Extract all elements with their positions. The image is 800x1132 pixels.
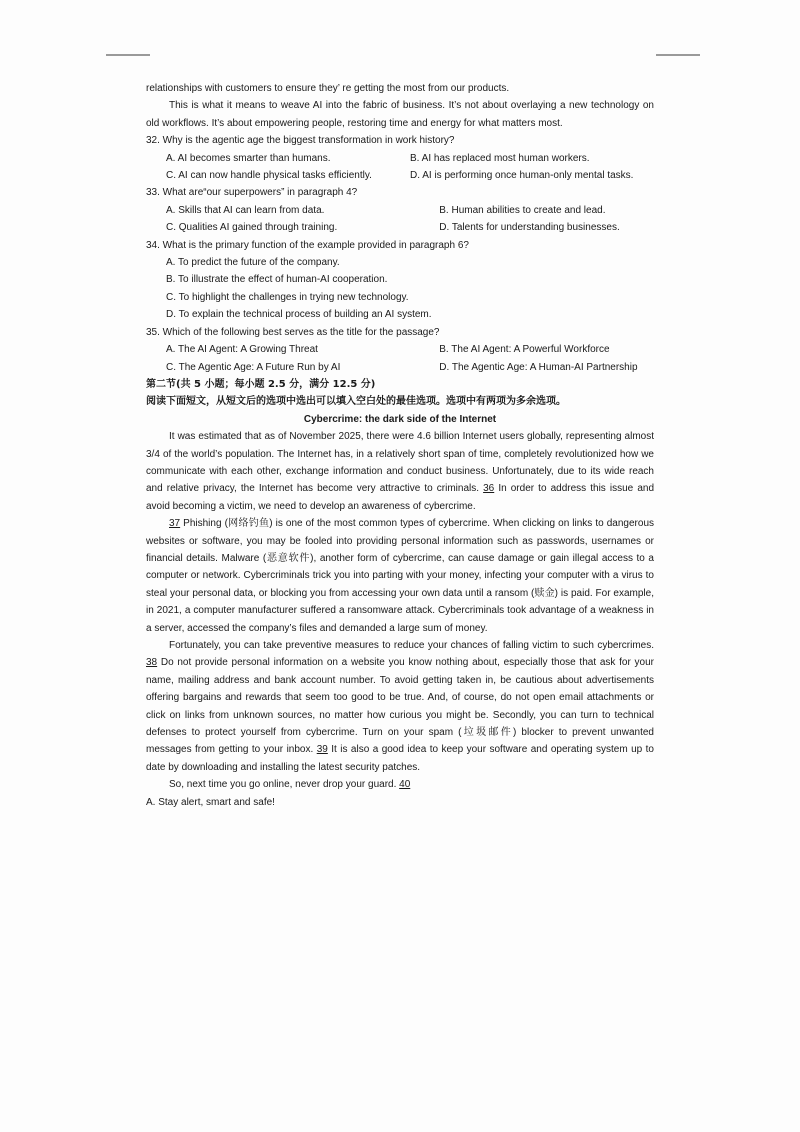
option-c: C. AI can now handle physical tasks efficiently. bbox=[166, 170, 372, 182]
intro-paragraph: This is what it means to weave AI into the fabric of business. It’s not about overlaying a new technology on old workflows. It’s about empowering people, restoring time and energy for what matters most. bbox=[146, 100, 654, 129]
option-a: A. The AI Agent: A Growing Threat bbox=[166, 344, 318, 356]
question-34 bbox=[146, 237, 654, 324]
blank-39: 39 bbox=[316, 744, 328, 756]
option-b: B. The AI Agent: A Powerful Workforce bbox=[439, 344, 610, 356]
paragraph-text: Do not provide personal information on a website you know nothing about, especially those that ask for your name, mailing address and bank account number. To avoid getting taken in, be cautious about advertisements offering bargains and rewards that seem too good to be true. And, of course, do not open email attachments or click on links from unknown sources, no matter how curious you might be. Secondly, you can turn to technical defenses to protect yourself from cybercrime. Turn on your spam (垃圾邮件) blocker to prevent unwanted messages from getting to your inbox. bbox=[146, 657, 654, 756]
scan-edge-mark-right bbox=[656, 54, 700, 56]
passage-paragraph-1 bbox=[146, 428, 654, 515]
question-stem: 32. Why is the agentic age the biggest transformation in work history? bbox=[146, 135, 455, 147]
blank-36: 36 bbox=[483, 483, 495, 495]
option-d: D. Talents for understanding businesses. bbox=[439, 222, 620, 234]
option-d: D. AI is performing once human-only mental tasks. bbox=[410, 170, 634, 182]
blank-37: 37 bbox=[169, 518, 181, 530]
option-a: A. Skills that AI can learn from data. bbox=[166, 204, 325, 216]
question-33 bbox=[146, 184, 654, 236]
paragraph-text: Phishing (网络钓鱼) is one of the most common types of cybercrime. When clicking on links to dangerous websites or software, you may be fooled into providing personal information such as passwords, usernames or financial details. Malware (恶意软件), another form of cybercrime, can cause damage or gain illegal access to a computer or network. Cybercriminals trick you into parting with your money, infecting your computer with a virus to steal your personal data, or blocking you from accessing your own data until a ransom (赎金) is paid. For example, in 2021, a computer manufacturer suffered a ransomware attack. Cybercriminals took advantage of a weakness in a server, accessed the company’s files and demanded a large sum of money. bbox=[146, 518, 654, 634]
option-c: C. The Agentic Age: A Future Run by AI bbox=[166, 361, 341, 373]
option-d: D. The Agentic Age: A Human-AI Partnership bbox=[439, 361, 638, 373]
blank-40: 40 bbox=[399, 779, 411, 791]
option-b: B. Human abilities to create and lead. bbox=[439, 204, 606, 216]
answer-choice-a: A. Stay alert, smart and safe! bbox=[146, 796, 275, 808]
option-a: A. AI becomes smarter than humans. bbox=[166, 152, 331, 164]
option-c: C. Qualities AI gained through training. bbox=[166, 222, 338, 234]
question-stem: 34. What is the primary function of the example provided in paragraph 6? bbox=[146, 239, 469, 251]
section-heading: 第二节(共 5 小题；每小题 2.5 分，满分 12.5 分) bbox=[146, 378, 376, 390]
passage-title: Cybercrime: the dark side of the Internet bbox=[303, 413, 497, 425]
exam-page bbox=[146, 80, 654, 811]
question-stem: 35. Which of the following best serves as the title for the passage? bbox=[146, 326, 440, 338]
option-b: B. AI has replaced most human workers. bbox=[410, 152, 590, 164]
scan-edge-mark-left bbox=[106, 54, 150, 56]
question-35 bbox=[146, 324, 654, 376]
blank-38: 38 bbox=[146, 657, 158, 669]
paragraph-text: It is also a good idea to keep your software and operating system up to date by downloading and installing the latest security patches. bbox=[146, 744, 654, 773]
option-a: A. To predict the future of the company. bbox=[166, 257, 340, 269]
passage-paragraph-3 bbox=[146, 637, 654, 776]
option-d: D. To explain the technical process of building an AI system. bbox=[166, 309, 432, 321]
passage-paragraph-2 bbox=[146, 515, 654, 637]
question-32 bbox=[146, 132, 654, 184]
paragraph-text: Fortunately, you can take preventive measures to reduce your chances of falling victim to such cybercrimes. bbox=[169, 640, 654, 651]
question-stem: 33. What are“our superpowers” in paragraph 4? bbox=[146, 187, 358, 199]
paragraph-text: In order to address this issue and avoid becoming a victim, we need to develop an awareness of cybercrime. bbox=[146, 483, 655, 512]
option-b: B. To illustrate the effect of human-AI cooperation. bbox=[166, 274, 388, 286]
passage-paragraph-5 bbox=[146, 776, 654, 793]
section-instructions: 阅读下面短文，从短文后的选项中选出可以填入空白处的最佳选项。选项中有两项为多余选项。 bbox=[146, 396, 566, 408]
paragraph-text: So, next time you go online, never drop your guard. bbox=[169, 779, 397, 791]
option-c: C. To highlight the challenges in trying new technology. bbox=[166, 291, 409, 303]
paragraph-text: It was estimated that as of November 2025, there were 4.6 billion Internet users globally, representing almost 3/4 of the world’s population. The Internet has, in a relatively short span of time, completely revolutionized how we communicate with each other, exchange information and conduct business. Unfortunately, due to its wide reach and relative privacy, the Internet has become very attractive to criminals. bbox=[146, 431, 654, 495]
intro-line: relationships with customers to ensure they’ re getting the most from our products. bbox=[146, 83, 510, 94]
